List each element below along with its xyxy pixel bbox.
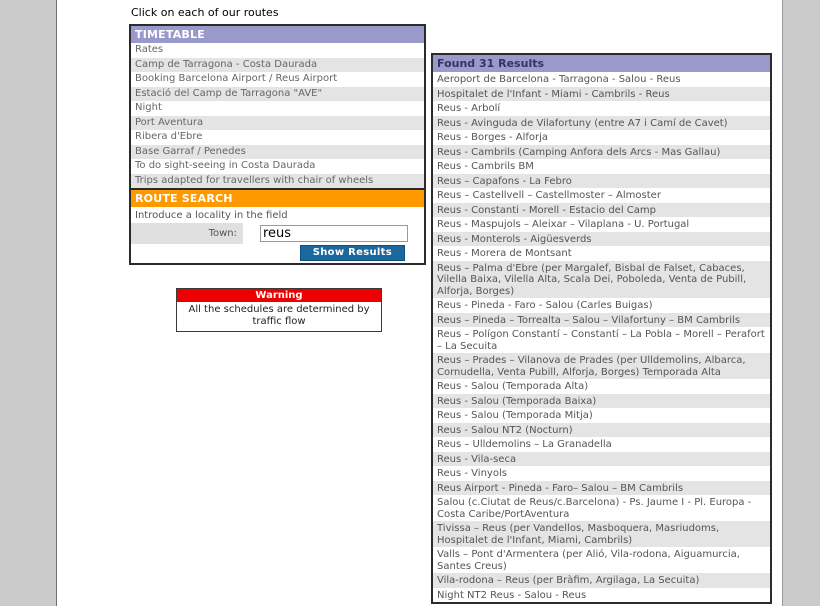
result-item[interactable]: Reus - Maspujols – Aleixar – Vilaplana - U. Portugal bbox=[433, 217, 770, 232]
result-item[interactable]: Salou (c.Ciutat de Reus/c.Barcelona) - Ps. Jaume I - Pl. Europa - Costa Caribe/PortAventura bbox=[433, 495, 770, 521]
result-item[interactable]: Reus - Cambrils BM bbox=[433, 159, 770, 174]
result-item[interactable]: Reus – Pineda – Torrealta – Salou – Vilafortuny – BM Cambrils bbox=[433, 313, 770, 328]
result-item[interactable]: Reus - Salou (Temporada Alta) bbox=[433, 379, 770, 394]
timetable-item[interactable]: Base Garraf / Penedes bbox=[131, 145, 424, 160]
result-item[interactable]: Reus - Constanti - Morell - Estacio del Camp bbox=[433, 203, 770, 218]
result-item[interactable]: Reus – Ulldemolins – La Granadella bbox=[433, 437, 770, 452]
result-item[interactable]: Reus – Castellvell – Castellmoster – Almoster bbox=[433, 188, 770, 203]
timetable-item[interactable]: Camp de Tarragona - Costa Daurada bbox=[131, 58, 424, 73]
result-item[interactable]: Reus - Avinguda de Vilafortuny (entre A7 i Camí de Cavet) bbox=[433, 116, 770, 131]
result-item[interactable]: Vila-rodona – Reus (per Bràfim, Argilaga, La Secuita) bbox=[433, 573, 770, 588]
route-search-header: ROUTE SEARCH bbox=[131, 190, 424, 207]
timetable-list bbox=[131, 43, 424, 188]
result-item[interactable]: Tivissa – Reus (per Vandellos, Masboquera, Masriudoms, Hospitalet de l'Infant, Miami, Cambrils) bbox=[433, 521, 770, 547]
result-item[interactable]: Reus – Prades – Vilanova de Prades (per Ulldemolins, Albarca, Cornudella, Venta Pubill, Alforja, Borges) Temporada Alta bbox=[433, 353, 770, 379]
result-item[interactable]: Reus Airport - Pineda - Faro– Salou – BM Cambrils bbox=[433, 481, 770, 496]
result-item[interactable]: Reus - Salou (Temporada Mitja) bbox=[433, 408, 770, 423]
warning-box bbox=[176, 288, 382, 332]
result-item[interactable]: Reus - Pineda - Faro - Salou (Carles Buigas) bbox=[433, 298, 770, 313]
result-item[interactable]: Night NT2 Reus - Salou - Reus bbox=[433, 588, 770, 603]
warning-message: All the schedules are determined by traffic flow bbox=[188, 304, 370, 327]
result-item[interactable]: Reus - Vinyols bbox=[433, 466, 770, 481]
result-item[interactable]: Reus - Salou NT2 (Nocturn) bbox=[433, 423, 770, 438]
result-item[interactable]: Reus - Vila-seca bbox=[433, 452, 770, 467]
show-results-button[interactable]: Show Results bbox=[300, 245, 405, 261]
results-list bbox=[433, 72, 770, 602]
intro-text: Click on each of our routes bbox=[131, 6, 279, 19]
town-row bbox=[131, 223, 424, 244]
route-search-instruction: Introduce a locality in the field bbox=[131, 207, 424, 223]
timetable-item[interactable]: Trips adapted for travellers with chair of wheels bbox=[131, 174, 424, 189]
result-item[interactable]: Reus - Borges - Alforja bbox=[433, 130, 770, 145]
result-item[interactable]: Reus – Polígon Constantí – Constantí – La Pobla – Morell – Perafort – La Secuita bbox=[433, 327, 770, 353]
timetable-item[interactable]: Night bbox=[131, 101, 424, 116]
result-item[interactable]: Hospitalet de l'Infant - Miami - Cambrils - Reus bbox=[433, 87, 770, 102]
timetable-item[interactable]: Estació del Camp de Tarragona "AVE" bbox=[131, 87, 424, 102]
timetable-item[interactable]: Port Aventura bbox=[131, 116, 424, 131]
result-item[interactable]: Reus - Morera de Montsant bbox=[433, 246, 770, 261]
town-input-cell bbox=[243, 225, 424, 242]
result-item[interactable]: Aeroport de Barcelona - Tarragona - Salou - Reus bbox=[433, 72, 770, 87]
result-item[interactable]: Reus - Salou (Temporada Baixa) bbox=[433, 394, 770, 409]
result-item[interactable]: Valls – Pont d'Armentera (per Alió, Vila-rodona, Aiguamurcia, Santes Creus) bbox=[433, 547, 770, 573]
results-header: Found 31 Results bbox=[433, 55, 770, 72]
timetable-item[interactable]: Rates bbox=[131, 43, 424, 58]
timetable-header: TIMETABLE bbox=[131, 26, 424, 43]
town-label: Town: bbox=[131, 223, 243, 244]
content-area bbox=[56, 0, 783, 606]
timetable-item[interactable]: Ribera d'Ebre bbox=[131, 130, 424, 145]
result-item[interactable]: Reus - Cambrils (Camping Anfora dels Arcs - Mas Gallau) bbox=[433, 145, 770, 160]
left-panel bbox=[129, 24, 426, 265]
results-panel bbox=[431, 53, 772, 604]
result-item[interactable]: Reus – Palma d'Ebre (per Margalef, Bisbal de Falset, Cabaces, Vilella Baixa, Vilella Alta, Scala Dei, Poboleda, Venta de Pubill, Alforja, Borges) bbox=[433, 261, 770, 299]
result-item[interactable]: Reus - Monterols - Aigüesverds bbox=[433, 232, 770, 247]
timetable-item[interactable]: To do sight-seeing in Costa Daurada bbox=[131, 159, 424, 174]
timetable-item[interactable]: Booking Barcelona Airport / Reus Airport bbox=[131, 72, 424, 87]
town-input[interactable] bbox=[260, 225, 408, 242]
result-item[interactable]: Reus - Arbolí bbox=[433, 101, 770, 116]
warning-title: Warning bbox=[177, 289, 381, 302]
button-row bbox=[131, 244, 424, 263]
result-item[interactable]: Reus – Capafons - La Febro bbox=[433, 174, 770, 189]
